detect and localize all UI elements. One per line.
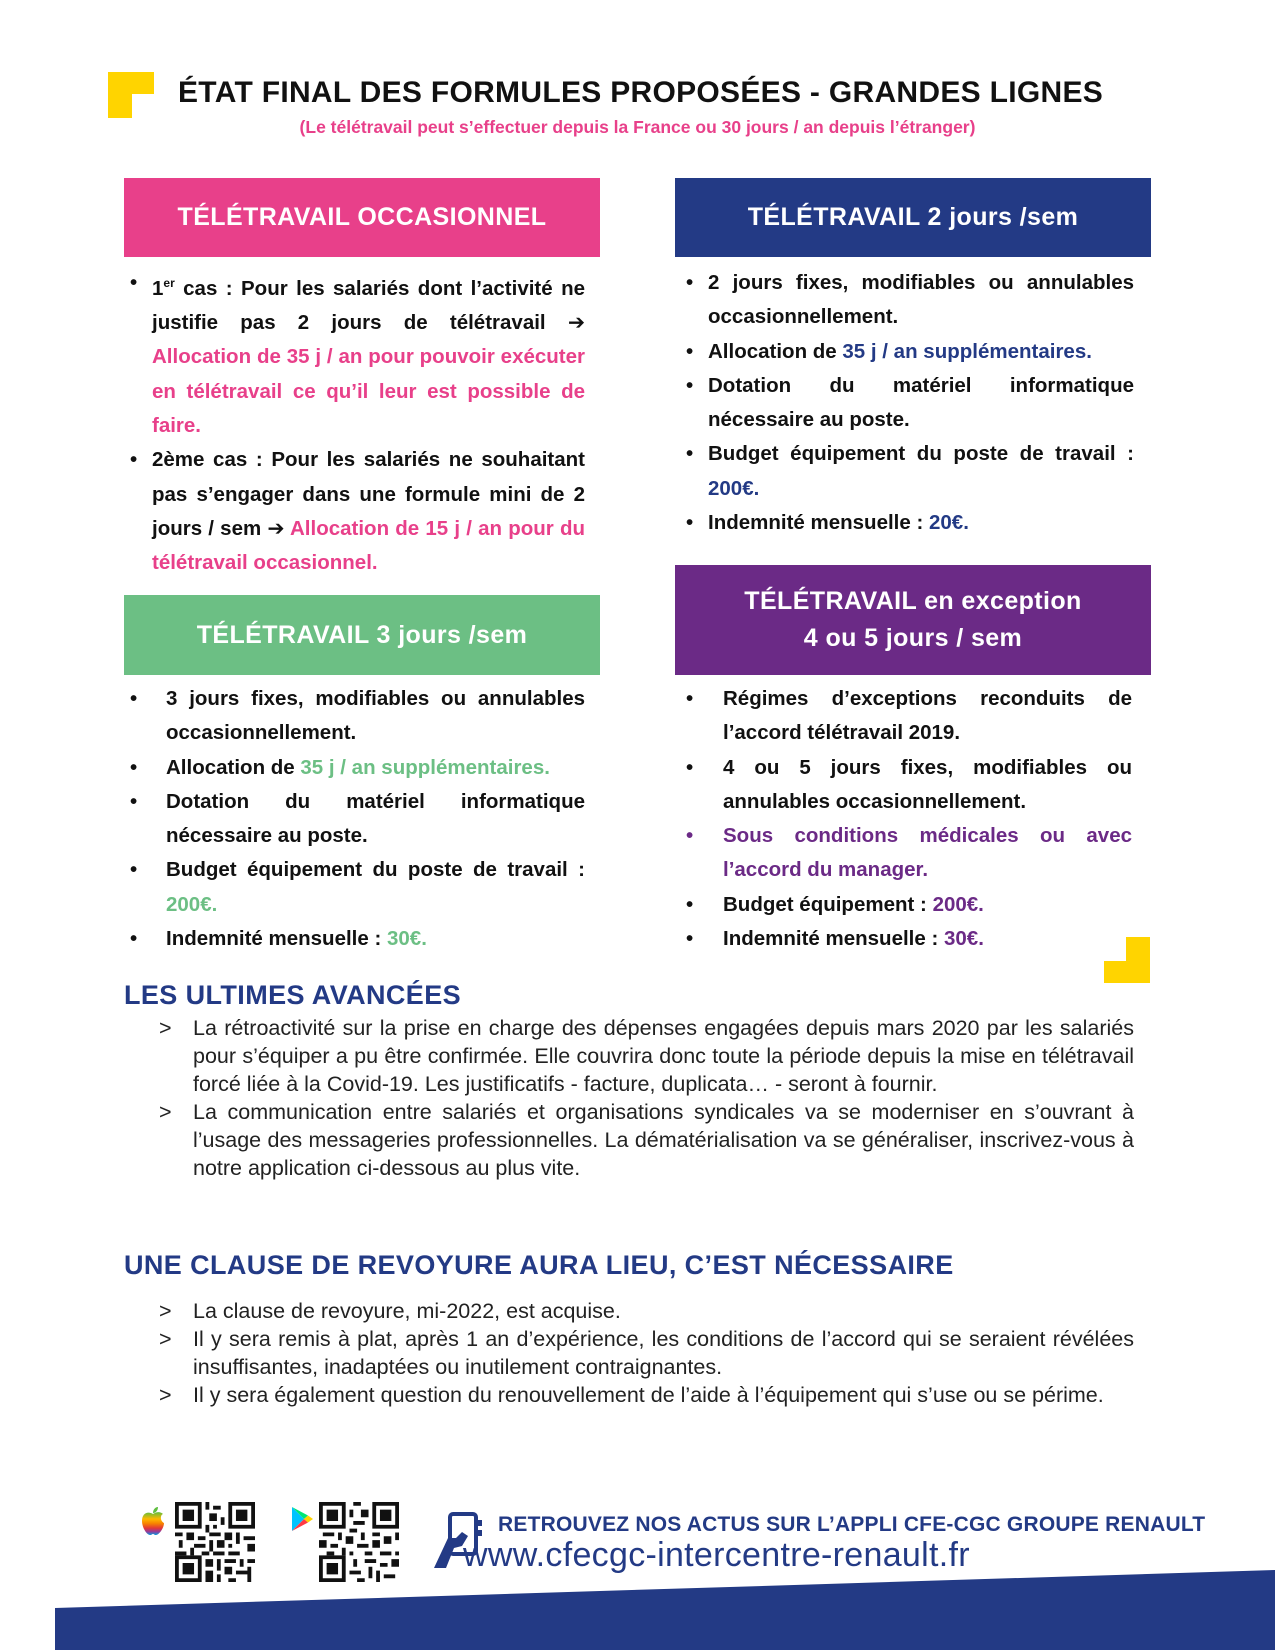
list-item: > Il y sera remis à plat, après 1 an d’expérience, les conditions de l’accord qui se seraient révélées insuffisantes, inadaptées ou inutilement contraignantes. [159, 1325, 1134, 1381]
list-item: • 1er cas : Pour les salariés dont l’activité ne justifie pas 2 jours de télétravail ➔ Allocation de 35 j / an pour pouvoir exécuter en télétravail ce qu’il leur est possible de faire. [130, 266, 585, 443]
highlight-text: 30€. [944, 927, 984, 951]
list-item: > La clause de revoyure, mi-2022, est acquise. [159, 1297, 1134, 1325]
list-item: > Il y sera également question du renouvellement de l’aide à l’équipement qui s’use ou se périme. [159, 1381, 1134, 1409]
list-item: • Indemnité mensuelle : 30€. [130, 922, 585, 956]
highlight-text: Allocation de 35 j / an pour pouvoir exécuter en télétravail ce qu’il leur est possible de faire. [152, 345, 585, 438]
list-item: • Dotation du matériel informatique nécessaire au poste. [130, 785, 585, 854]
box-2-jours-header [675, 178, 1151, 257]
highlight-text: 200€. [708, 476, 760, 500]
section-avancees-list [159, 1014, 1134, 1182]
list-item: • Budget équipement : 200€. [686, 888, 1132, 922]
list-item: • Indemnité mensuelle : 30€. [686, 922, 1132, 956]
list-item: • 2ème cas : Pour les salariés ne souhaitant pas s’engager dans une formule mini de 2 jours / sem ➔ Allocation de 15 j / an pour du télétravail occasionnel. [130, 443, 585, 580]
box-exception-header [675, 565, 1151, 675]
box-exception-title-line1: TÉLÉTRAVAIL en exception [744, 587, 1082, 615]
list-item: • 2 jours fixes, modifiables ou annulables occasionnellement. [686, 266, 1134, 335]
box-occasionnel-header [124, 178, 600, 257]
list-item: > La communication entre salariés et organisations syndicales va se moderniser en s’ouvrant à l’usage des messageries professionnelles. La dématérialisation va se généraliser, inscrivez-vous à notre application ci-dessous au plus vite. [159, 1098, 1134, 1182]
list-item: • Allocation de 35 j / an supplémentaires. [686, 335, 1134, 369]
list-item: • Budget équipement du poste de travail : 200€. [686, 437, 1134, 506]
box-2-jours-list [686, 266, 1134, 540]
box-occasionnel-title: TÉLÉTRAVAIL OCCASIONNEL [177, 203, 547, 231]
highlight-text: 35 j / an supplémentaires. [842, 339, 1092, 363]
list-item: • Indemnité mensuelle : 20€. [686, 506, 1134, 540]
box-3-jours-title: TÉLÉTRAVAIL 3 jours /sem [196, 620, 528, 649]
page-subtitle: (Le télétravail peut s’effectuer depuis la France ou 30 jours / an depuis l’étranger) [299, 117, 976, 137]
list-item: • Allocation de 35 j / an supplémentaires. [130, 751, 585, 785]
google-play-icon[interactable] [290, 1506, 314, 1532]
highlight-text: 30€. [387, 927, 427, 951]
list-item: > La rétroactivité sur la prise en charge des dépenses engagées depuis mars 2020 par les salariés pour s’équiper a pu être confirmée. Elle couvrira donc toute la période depuis la mise en télétravail forcé liée à la Covid-19. Les justificatifs - facture, duplicata… - seront à fournir. [159, 1014, 1134, 1098]
highlight-text: 200€. [166, 892, 218, 916]
box-3-jours-header [124, 595, 600, 675]
footer-band [0, 1570, 1275, 1650]
list-item: • 4 ou 5 jours fixes, modifiables ou annulables occasionnellement. [686, 751, 1132, 820]
box-2-jours-title: TÉLÉTRAVAIL 2 jours /sem [747, 203, 1079, 231]
yellow-corner-mark-top [108, 72, 154, 118]
section-revoyure-list [159, 1297, 1134, 1409]
list-item: • Sous conditions médicales ou avec l’accord du manager. [686, 819, 1132, 888]
list-item: • 3 jours fixes, modifiables ou annulables occasionnellement. [130, 682, 585, 751]
list-item: • Dotation du matériel informatique nécessaire au poste. [686, 369, 1134, 438]
highlight-text: Allocation de 15 j / an pour du télétravail occasionnel. [152, 516, 585, 575]
list-item: • Budget équipement du poste de travail : 200€. [130, 853, 585, 922]
page-title: ÉTAT FINAL DES FORMULES PROPOSÉES - GRANDES LIGNES [178, 76, 1104, 109]
apple-icon[interactable] [140, 1506, 166, 1536]
box-occasionnel-list [130, 266, 585, 581]
box-exception-list [686, 682, 1132, 956]
section-avancees-title: LES ULTIMES AVANCÉES [124, 980, 462, 1010]
highlight-text: 35 j / an supplémentaires. [300, 755, 550, 779]
highlight-text: 200€. [932, 892, 984, 916]
footer-url-link[interactable]: www.cfecgc-intercentre-renault.fr [463, 1536, 970, 1574]
highlight-text: 20€. [929, 511, 969, 535]
footer-app-text: RETROUVEZ NOS ACTUS SUR L’APPLI CFE-CGC GROUPE RENAULT [498, 1513, 1206, 1536]
box-3-jours-list [130, 682, 585, 956]
box-exception-title-line2: 4 ou 5 jours / sem [803, 624, 1023, 652]
section-revoyure-title: UNE CLAUSE DE REVOYURE AURA LIEU, C’EST NÉCESSAIRE [124, 1250, 954, 1280]
list-item: • Régimes d’exceptions reconduits de l’accord télétravail 2019. [686, 682, 1132, 751]
